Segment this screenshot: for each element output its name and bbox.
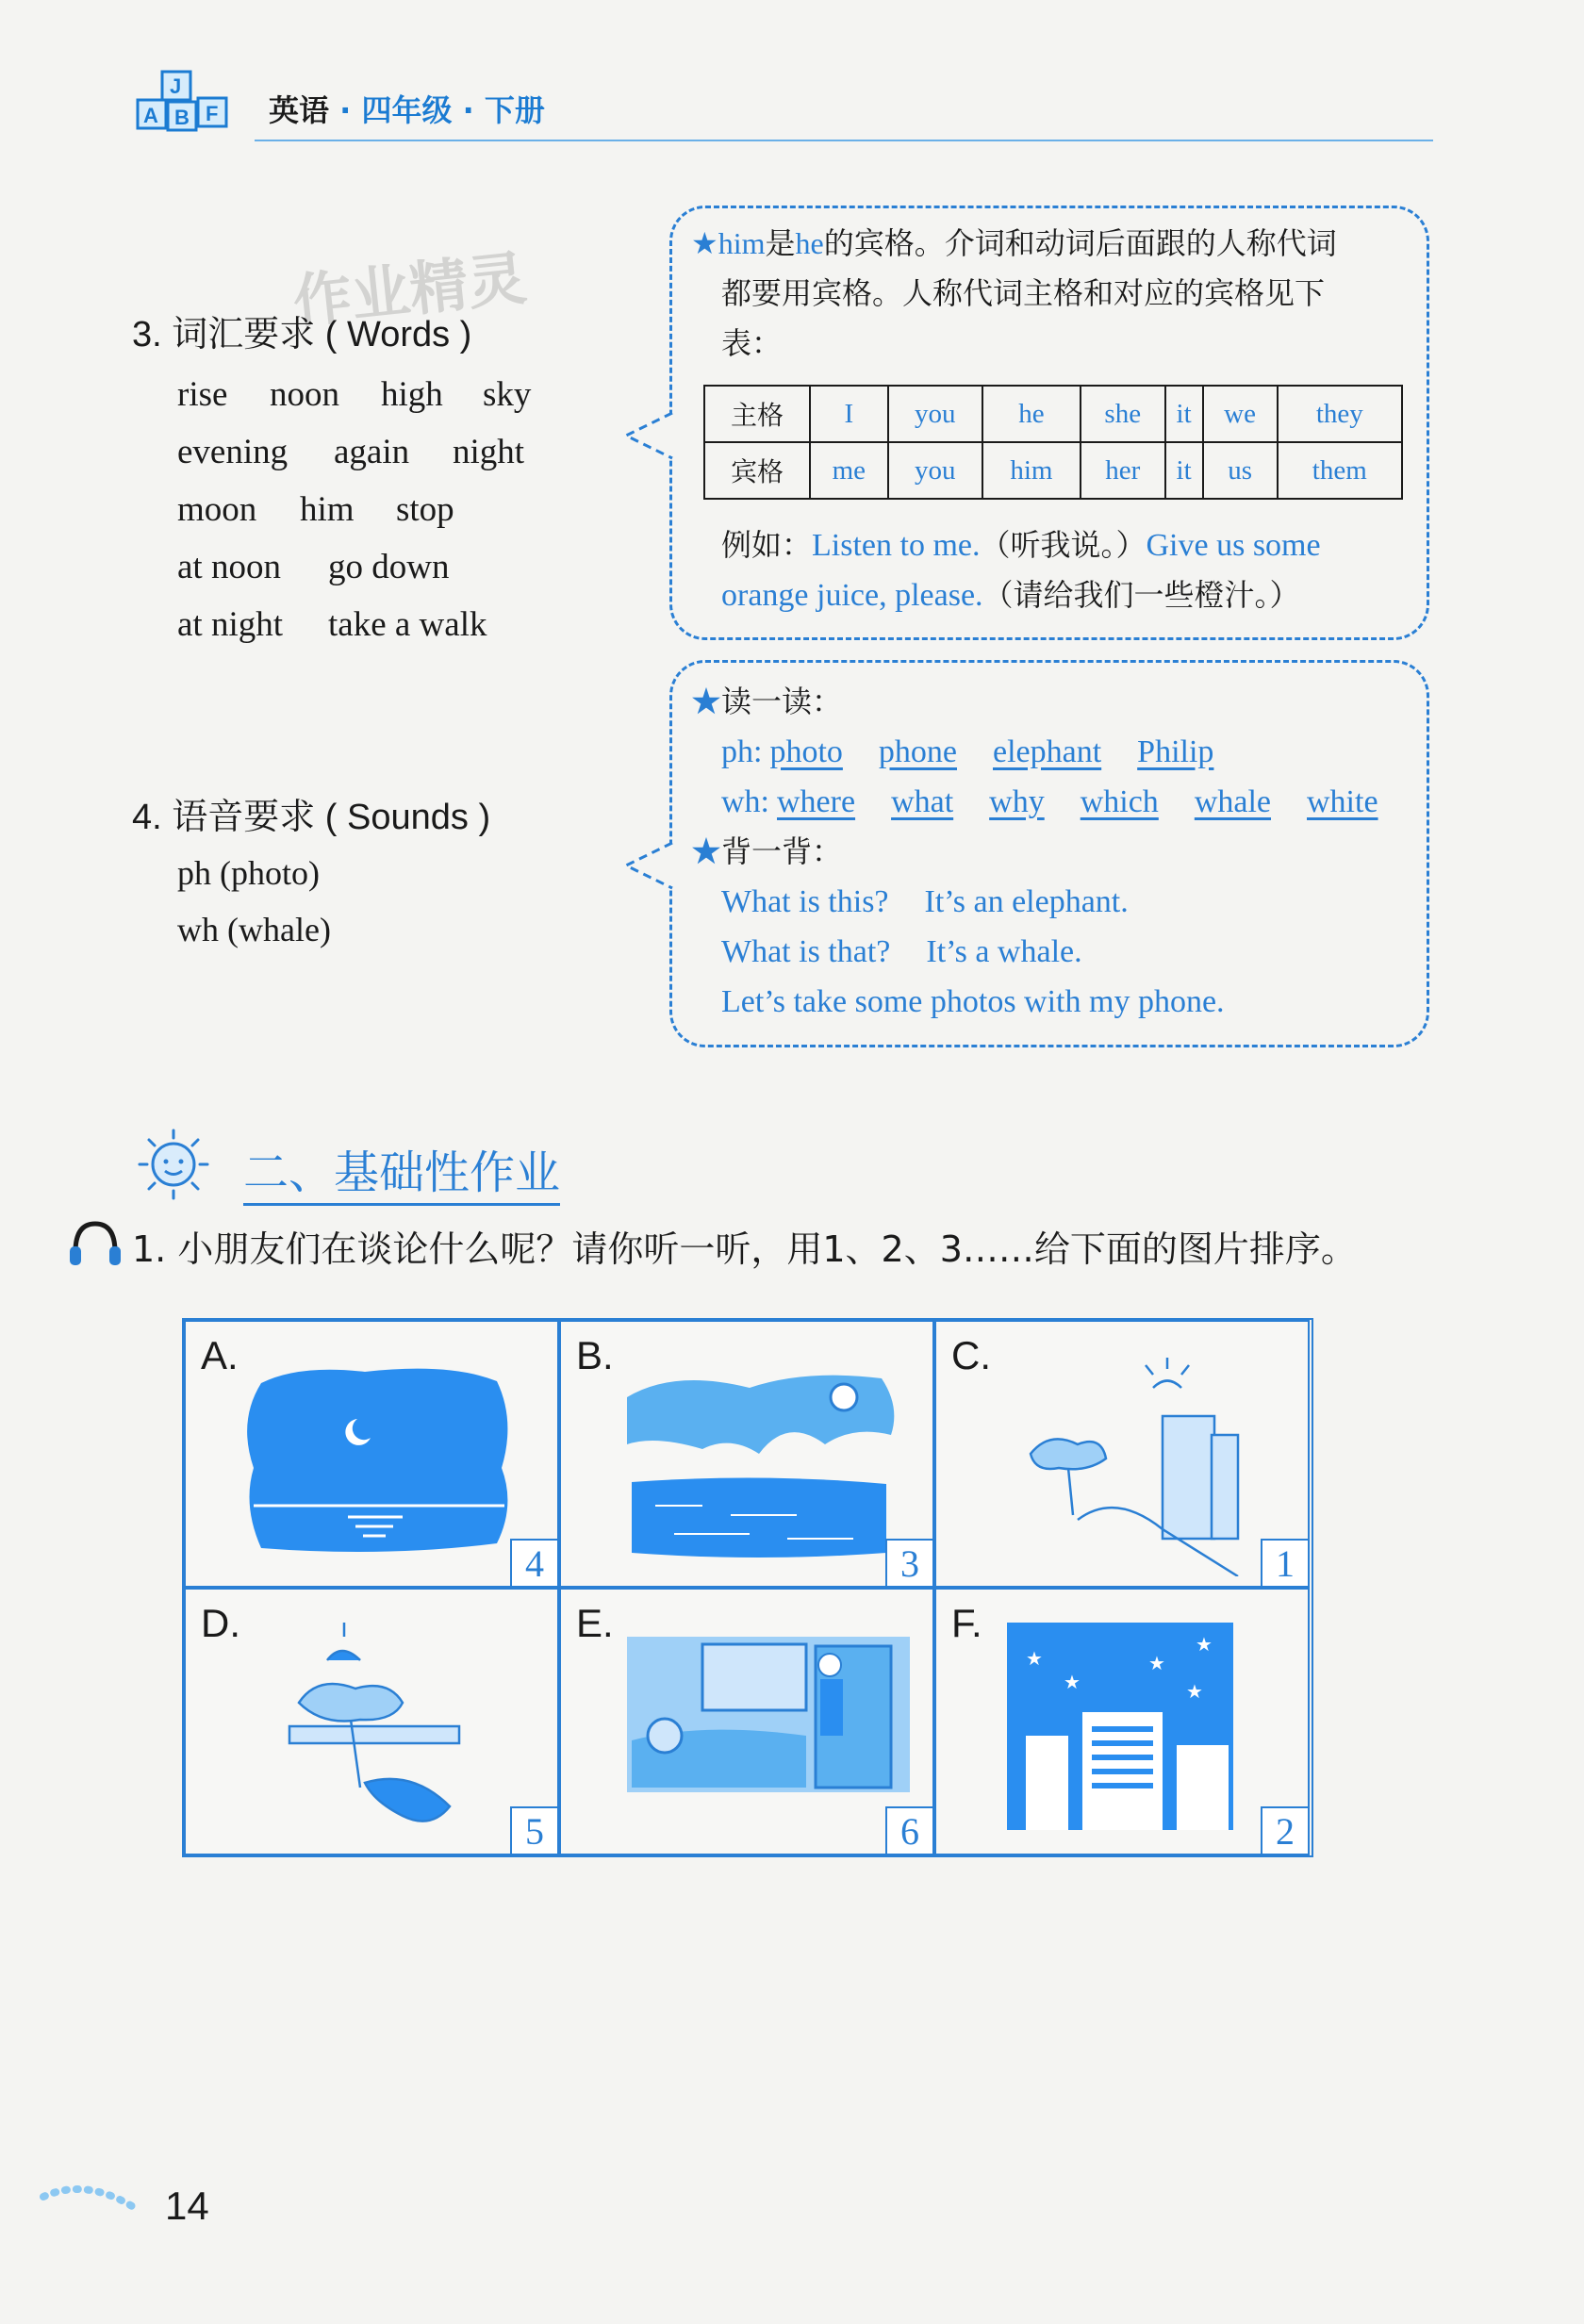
word-row xyxy=(177,550,531,607)
example-text xyxy=(721,520,1414,620)
answer-box[interactable]: 1 xyxy=(1261,1539,1310,1588)
sounds-section-title: 4. 语音要求 ( Sounds ) xyxy=(132,798,491,837)
word: rise xyxy=(177,375,228,414)
phonics-word: whale xyxy=(1194,784,1271,819)
note-line xyxy=(691,677,1417,727)
word: go down xyxy=(328,548,450,586)
note-line xyxy=(691,827,1417,877)
phonics-note-text xyxy=(691,677,1417,1027)
grammar-note-text xyxy=(691,219,1417,369)
phonics-word: what xyxy=(891,784,954,819)
note-line xyxy=(721,520,1414,570)
picture-cell xyxy=(934,1320,1310,1588)
phonics-word: which xyxy=(1080,784,1159,819)
word: evening xyxy=(177,433,289,471)
svg-text:★: ★ xyxy=(1064,1671,1081,1693)
phonics-line-wh xyxy=(691,777,1417,827)
watermark: 作业精灵 xyxy=(289,243,530,337)
answer-box[interactable]: 3 xyxy=(885,1539,934,1588)
table-cell: it xyxy=(1165,442,1203,499)
answer-box[interactable]: 4 xyxy=(510,1539,559,1588)
word: take a walk xyxy=(328,605,487,644)
row-label: 宾格 xyxy=(704,442,810,499)
book-subject: 英语 xyxy=(269,92,330,128)
row-label: 主格 xyxy=(704,386,810,442)
headphones-icon xyxy=(66,1216,124,1273)
book-grade: 四年级 xyxy=(361,92,453,128)
word: noon xyxy=(270,375,339,414)
picture-cell xyxy=(559,1588,934,1855)
word: night xyxy=(453,433,525,471)
words-list xyxy=(177,377,531,665)
table-cell: it xyxy=(1165,386,1203,442)
table-cell: I xyxy=(810,386,888,442)
picture-label: D. xyxy=(201,1601,240,1645)
table-cell: he xyxy=(982,386,1081,442)
recite-line xyxy=(691,977,1417,1027)
phonics-word: why xyxy=(989,784,1045,819)
phonics-label: ph: xyxy=(721,734,763,769)
title-separator: · xyxy=(462,92,474,128)
picture-grid xyxy=(182,1318,1313,1857)
noon-park-picture xyxy=(271,1608,516,1835)
svg-text:★: ★ xyxy=(1148,1652,1165,1674)
star-icon: ★ xyxy=(691,225,718,261)
note-line xyxy=(691,219,1417,269)
bedroom-picture xyxy=(627,1637,910,1797)
word-row xyxy=(177,607,531,665)
callout-pointer-icon xyxy=(620,837,677,894)
table-cell: she xyxy=(1081,386,1165,442)
sun-face-icon xyxy=(130,1127,221,1202)
example-cn: （听我说。） xyxy=(980,527,1147,563)
recite-sentence: Let’s take some photos with my phone. xyxy=(721,984,1225,1019)
phonics-line-ph xyxy=(691,727,1417,777)
phonics-word: phone xyxy=(878,734,957,769)
table-cell: me xyxy=(810,442,888,499)
words-section-title: 3. 词汇要求 ( Words ) xyxy=(132,315,472,354)
sound-item: wh (whale) xyxy=(177,911,331,948)
star-icon: ★ xyxy=(691,684,722,719)
word: stop xyxy=(396,490,454,529)
word: him xyxy=(300,490,355,529)
note-line xyxy=(721,570,1414,620)
title-separator: · xyxy=(339,92,352,128)
logo-letter-b: B xyxy=(174,106,190,129)
picture-cell xyxy=(559,1320,934,1588)
table-cell: we xyxy=(1203,386,1278,442)
picture-label: C. xyxy=(951,1333,991,1377)
table-cell: them xyxy=(1278,442,1402,499)
svg-text:★: ★ xyxy=(1186,1680,1203,1703)
picture-label: E. xyxy=(576,1601,614,1645)
sun-over-sea-picture xyxy=(618,1360,900,1567)
recite-sentence: It’s an elephant. xyxy=(924,884,1129,919)
sunrise-buildings-picture xyxy=(1002,1350,1266,1576)
example-label: 例如： xyxy=(721,527,813,563)
phonics-word: photo xyxy=(769,734,843,769)
example-en: orange juice, please. xyxy=(721,578,983,613)
table-cell: him xyxy=(982,442,1081,499)
table-cell: her xyxy=(1081,442,1165,499)
recite-title: 背一背： xyxy=(721,833,843,869)
footer-swoosh-icon xyxy=(38,2178,141,2225)
phonics-label: wh: xyxy=(721,784,769,819)
picture-label: B. xyxy=(576,1333,614,1377)
table-row xyxy=(704,442,1402,499)
table-cell: you xyxy=(888,386,982,442)
word-row xyxy=(177,492,531,550)
picture-label: A. xyxy=(201,1333,239,1377)
phonics-word: Philip xyxy=(1137,734,1214,769)
table-row xyxy=(704,386,1402,442)
picture-cell xyxy=(184,1588,559,1855)
word: at night xyxy=(177,605,284,644)
picture-cell xyxy=(934,1588,1310,1855)
example-en: Listen to me. xyxy=(812,528,981,563)
note-line: 表： xyxy=(721,325,783,361)
phonics-word: where xyxy=(777,784,856,819)
star-icon: ★ xyxy=(691,833,722,869)
abc-blocks-icon xyxy=(132,64,240,149)
sound-item: ph (photo) xyxy=(177,854,320,892)
question-1: 1. 小朋友们在谈论什么呢？请你听一听，用1、2、3……给下面的图片排序。 xyxy=(132,1228,1357,1270)
logo-letter-j: J xyxy=(170,74,182,98)
recite-line xyxy=(691,927,1417,977)
phonics-word: elephant xyxy=(993,734,1102,769)
answer-box[interactable]: 2 xyxy=(1261,1806,1310,1855)
callout-pointer-icon xyxy=(620,407,677,464)
recite-sentence: It’s a whale. xyxy=(926,934,1082,969)
word: again xyxy=(334,433,410,471)
recite-line xyxy=(691,877,1417,927)
word: sky xyxy=(483,375,532,414)
svg-text:★: ★ xyxy=(1026,1647,1043,1670)
header-logo xyxy=(132,64,240,149)
moon-night-sea-picture xyxy=(242,1364,516,1562)
page-number: 14 xyxy=(165,2184,209,2228)
book-volume: 下册 xyxy=(484,92,545,128)
note-text: 是 xyxy=(765,225,796,261)
svg-text:★: ★ xyxy=(1196,1633,1213,1656)
table-cell: us xyxy=(1203,442,1278,499)
recite-sentence: What is that? xyxy=(721,934,891,969)
answer-box[interactable]: 6 xyxy=(885,1806,934,1855)
phonics-word: white xyxy=(1307,784,1378,819)
picture-cell xyxy=(184,1320,559,1588)
picture-label: F. xyxy=(951,1601,982,1645)
word: at noon xyxy=(177,548,281,586)
word: high xyxy=(381,375,443,414)
note-text: 的宾格。介词和动词后面跟的人称代词 xyxy=(823,225,1337,261)
header-rule xyxy=(255,140,1433,141)
word-row xyxy=(177,435,531,492)
keyword-him: him xyxy=(718,226,766,260)
answer-box[interactable]: 5 xyxy=(510,1806,559,1855)
word: moon xyxy=(177,490,257,529)
example-cn: （请给我们一些橙汁。） xyxy=(982,577,1300,613)
book-title xyxy=(269,87,545,130)
section-title: 二、基础性作业 xyxy=(243,1136,560,1206)
example-en: Give us some xyxy=(1146,528,1321,563)
recite-sentence: What is this? xyxy=(721,884,889,919)
read-title: 读一读： xyxy=(721,684,843,719)
pronoun-table xyxy=(703,385,1403,500)
stars-city-night-picture xyxy=(1007,1623,1238,1835)
word-row xyxy=(177,377,531,435)
logo-letter-a: A xyxy=(143,104,158,127)
logo-letter-f: F xyxy=(206,102,219,125)
table-cell: you xyxy=(888,442,982,499)
table-cell: they xyxy=(1278,386,1402,442)
keyword-he: he xyxy=(795,226,824,260)
note-line: 都要用宾格。人称代词主格和对应的宾格见下 xyxy=(721,275,1326,311)
